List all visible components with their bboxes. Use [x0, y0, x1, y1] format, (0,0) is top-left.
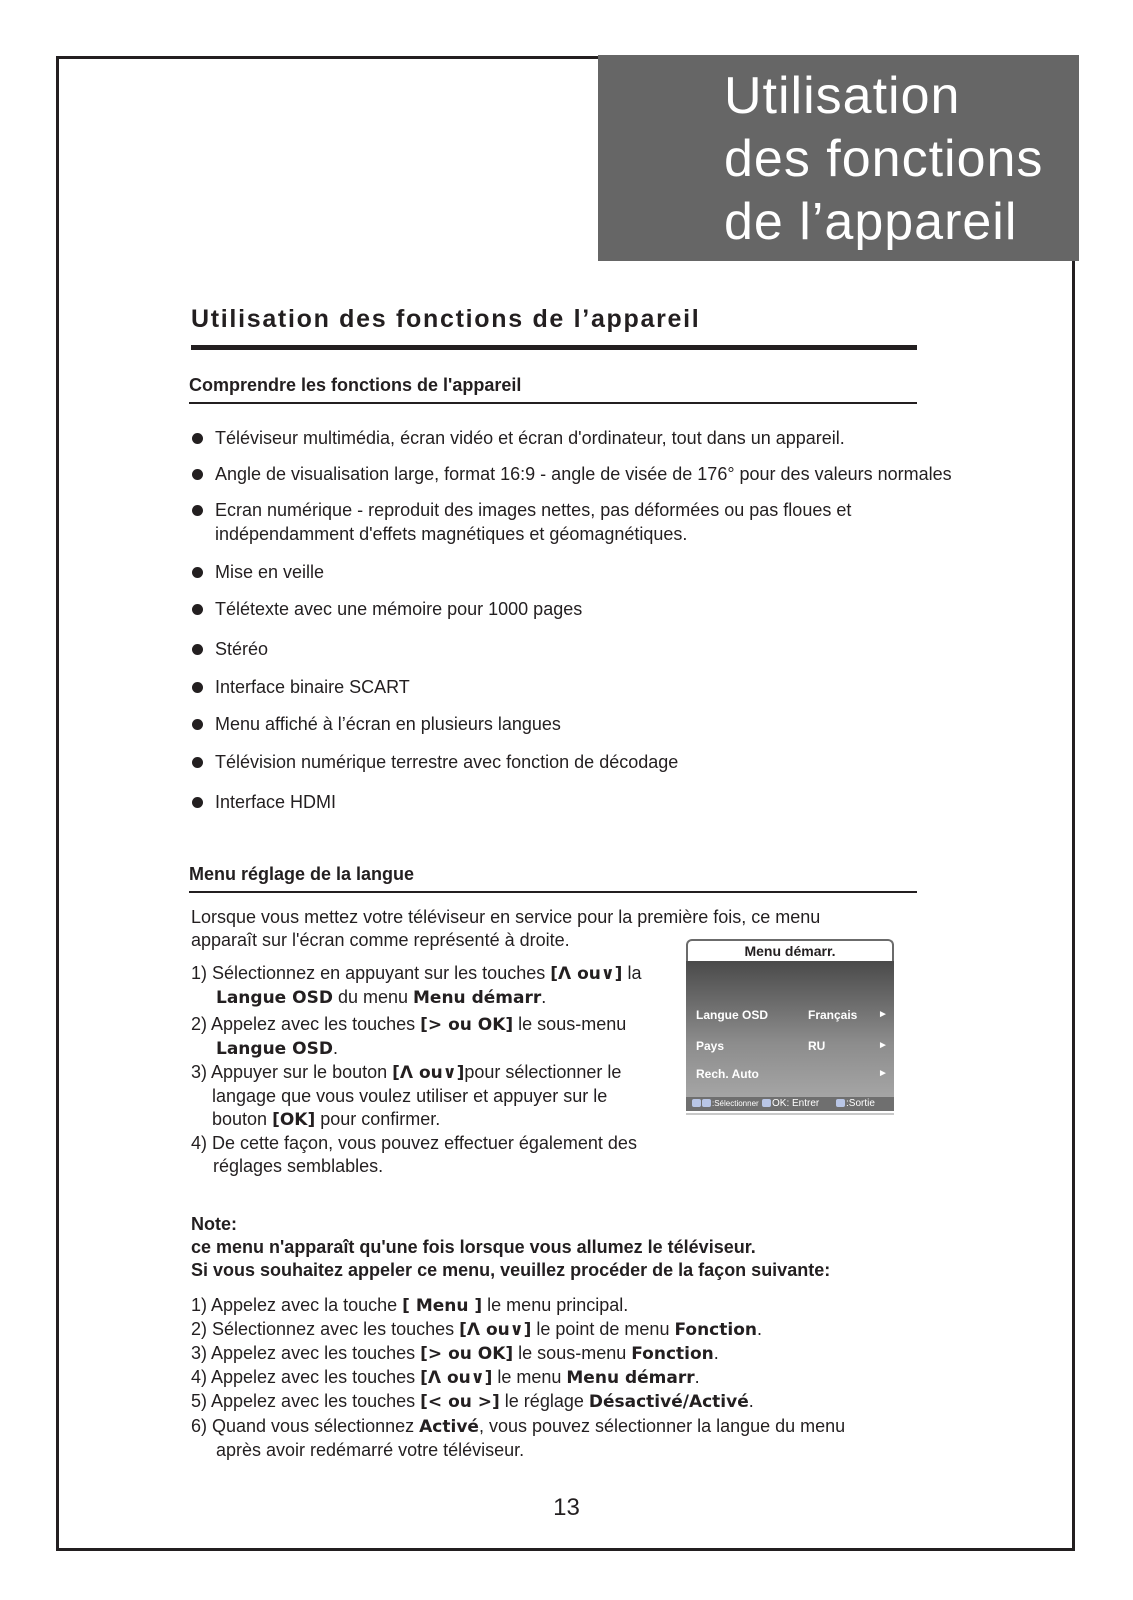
section-heading-functions: Comprendre les fonctions de l'appareil — [189, 375, 522, 395]
note-step-1: 1) Appelez avec la touche [ Menu ] le menu principal. — [191, 1295, 629, 1316]
note-step-2: 2) Sélectionnez avec les touches [Λ ou∨] le point de menu Fonction. — [191, 1319, 763, 1340]
osd-row-autosearch: Rech. Auto ► — [696, 1064, 886, 1084]
bullet-dot — [192, 797, 203, 808]
bullet-dot — [192, 682, 203, 693]
note-step-6: 6) Quand vous sélectionnez Activé, vous pouvez sélectionner la langue du menu — [191, 1416, 846, 1437]
right-arrow-icon: ► — [878, 1040, 888, 1051]
chapter-title-line: des fonctions — [724, 130, 1044, 188]
osd-menu-title: Menu démarr. — [686, 939, 894, 961]
note-step-4: 4) Appelez avec les touches [Λ ou∨] le menu Menu démarr. — [191, 1367, 700, 1388]
chapter-title-line: Utilisation — [724, 67, 961, 125]
step-4: 4) De cette façon, vous pouvez effectuer également des — [191, 1133, 637, 1153]
bullet-dot — [192, 644, 203, 655]
bullet-dot — [192, 757, 203, 768]
chapter-title-line: de l’appareil — [724, 193, 1018, 251]
note-step-5: 5) Appelez avec les touches [< ou >] le réglage Désactivé/Activé. — [191, 1391, 754, 1412]
section-rule — [189, 402, 917, 404]
osd-row-language: Langue OSD Français ► — [696, 1005, 886, 1025]
bullet-dot — [192, 505, 203, 516]
language-steps: 1) Sélectionnez en appuyant sur les touches [Λ ou∨] la Langue OSD du menu Menu démarr. 2) Appelez avec les touches [> ou OK] le sous-menu Langue OSD. 3) Appuyer sur le bouton [Λ ou∨]pour sélectionner le langage que vous voulez utiliser et appuyer sur le bouton [OK] pour confirmer. 4) De cette façon, vous pouvez effectuer également des réglages semblables. — [191, 963, 642, 1176]
osd-menu-footer: :Sélectionner OK: Entrer :Sortie — [686, 1097, 894, 1111]
osd-menu-body — [686, 961, 894, 1097]
right-arrow-icon: ► — [878, 1009, 888, 1020]
osd-row-country: Pays RU ► — [696, 1036, 886, 1056]
enter-icon — [762, 1099, 771, 1107]
bullet-dot — [192, 433, 203, 444]
exit-icon — [836, 1099, 845, 1107]
navigate-icon — [692, 1099, 701, 1107]
bullet-dot — [192, 567, 203, 578]
page-number: 13 — [553, 1494, 580, 1521]
step-2: 2) Appelez avec les touches [> ou OK] le sous-menu — [191, 1014, 627, 1035]
step-1: 1) Sélectionnez en appuyant sur les touches [Λ ou∨] la — [191, 963, 642, 984]
navigate-icon — [702, 1099, 711, 1107]
osd-menu-shadow — [686, 1113, 894, 1115]
note-line: Si vous souhaitez appeler ce menu, veuillez procéder de la façon suivante: — [191, 1260, 831, 1280]
note-line: ce menu n'apparaît qu'une fois lorsque vous allumez le téléviseur. — [191, 1237, 756, 1257]
note-block — [191, 1213, 830, 1282]
bullet-dot — [192, 604, 203, 615]
bullet-dot — [192, 719, 203, 730]
section-heading-language: Menu réglage de la langue — [189, 864, 415, 884]
main-heading: Utilisation des fonctions de l’appareil — [191, 305, 701, 333]
note-steps: 1) Appelez avec la touche [ Menu ] le menu principal. 2) Sélectionnez avec les touches [Λ ou∨] le point de menu Fonction. 3) Appelez avec les touches [> ou OK] le sous-menu Fonction. 4) Appelez avec les touches [Λ ou∨] le menu Menu démarr. 5) Appelez avec les touches [< ou >] le réglage Désactivé/Activé. 6) Quand vous sélectionnez Activé, vous pouvez sélectionner la langue du menu après avoir redémarré votre téléviseur. — [191, 1295, 846, 1460]
note-label: Note: — [191, 1214, 237, 1234]
bullet-dot — [192, 469, 203, 480]
section-rule — [189, 891, 917, 893]
osd-menu-illustration — [686, 939, 894, 1117]
step-3: 3) Appuyer sur le bouton [Λ ou∨]pour sélectionner le — [191, 1062, 622, 1083]
chapter-title-box — [598, 55, 1079, 261]
heading-rule — [191, 345, 917, 350]
intro-paragraph: Lorsque vous mettez votre téléviseur en service pour la première fois, ce menu apparaît sur l'écran comme représenté à droite. — [191, 907, 821, 950]
note-step-3: 3) Appelez avec les touches [> ou OK] le sous-menu Fonction. — [191, 1343, 719, 1364]
right-arrow-icon: ► — [878, 1068, 888, 1079]
